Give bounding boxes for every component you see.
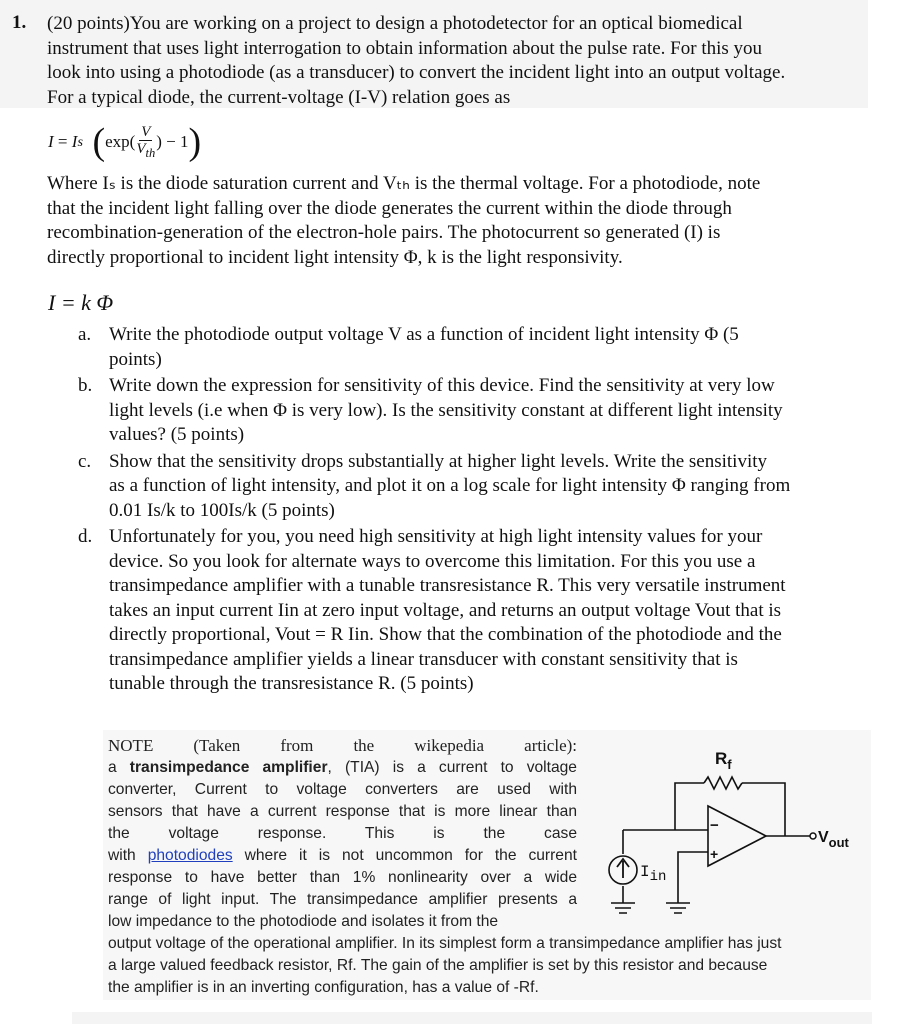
intro-line: For a typical diode, the current-voltage (I-V) relation goes as bbox=[47, 86, 511, 108]
note-line: the amplifier is in an inverting configuration, has a value of -Rf. bbox=[108, 979, 539, 996]
part-line: 0.01 Is/k to 100Is/k (5 points) bbox=[109, 499, 335, 521]
part-line: Write the photodiode output voltage V as a function of incident light intensity Φ (5 bbox=[109, 324, 739, 345]
eq-frac-num: V bbox=[141, 123, 151, 140]
part-d bbox=[78, 525, 873, 697]
note-term: transimpedance amplifier bbox=[129, 759, 328, 776]
part-label: b. bbox=[78, 375, 93, 396]
iin-label: I bbox=[640, 863, 650, 881]
part-a bbox=[78, 323, 873, 372]
part-label: a. bbox=[78, 324, 92, 345]
intro-line: instrument that uses light interrogation to obtain information about the pulse rate. For this you bbox=[47, 37, 763, 59]
eq-frac-den-sub: th bbox=[145, 145, 156, 160]
para2-line: directly proportional to incident light intensity Φ, k is the light responsivity. bbox=[47, 246, 623, 268]
part-line: device. So you look for alternate ways to overcome this limitation. For this you use a bbox=[109, 550, 756, 572]
note-line: output voltage of the operational amplifier. In its simplest form a transimpedance amplifier has just bbox=[108, 935, 782, 952]
feedback-resistor bbox=[704, 777, 742, 789]
eq-frac-den: V bbox=[136, 140, 146, 157]
output-terminal bbox=[810, 833, 816, 839]
eq-exp: exp( bbox=[105, 132, 136, 151]
part-line: light levels (i.e when Φ is very low). Is the sensitivity constant at different light intensity bbox=[109, 399, 783, 421]
intro-line: (20 points)You are working on a project to design a photodetector for an optical biomedical bbox=[47, 13, 743, 34]
minus-sign: − bbox=[710, 817, 719, 834]
note-line: converter, Current to voltage converters are used with bbox=[108, 781, 577, 798]
note-line: a large valued feedback resistor, Rf. The gain of the amplifier is set by this resistor and because bbox=[108, 957, 768, 974]
diode-equation: I = I s ( exp( $\frac{V}{V_{th}}$ ) − 1 ) bbox=[48, 121, 202, 163]
note-line: range of light input. The transimpedance amplifier presents a bbox=[108, 891, 577, 908]
part-line: values? (5 points) bbox=[109, 424, 245, 445]
part-line: Write down the expression for sensitivity of this device. Find the sensitivity at very low bbox=[109, 375, 775, 396]
ground-icon bbox=[666, 903, 690, 913]
part-line: Show that the sensitivity drops substantially at higher light levels. Write the sensitivity bbox=[109, 450, 768, 472]
note-line: the voltage response. This is the case bbox=[108, 825, 577, 842]
photodiodes-link[interactable]: photodiodes bbox=[147, 847, 233, 864]
svg-text:Iin bbox=[640, 863, 666, 885]
question-number: 1. bbox=[12, 12, 27, 33]
saturation-paragraph bbox=[47, 172, 877, 270]
eq-lhs: I bbox=[48, 132, 54, 151]
part-line: tunable through the transresistance R. (5 points) bbox=[109, 673, 474, 694]
intro-paragraph bbox=[47, 12, 877, 110]
wire bbox=[742, 783, 785, 836]
part-c bbox=[78, 450, 873, 524]
part-line: points) bbox=[109, 348, 162, 370]
para2-line: that the incident light falling over the diode generates the current within the diode through bbox=[47, 197, 732, 219]
part-line: takes an input current Iin at zero input voltage, and returns an output voltage Vout that is bbox=[109, 599, 782, 621]
eq-tail: ) − 1 bbox=[156, 132, 189, 151]
photocurrent-equation: I = k Φ bbox=[48, 290, 114, 315]
transimpedance-amplifier-diagram bbox=[596, 738, 871, 920]
rf-sub: f bbox=[727, 757, 732, 772]
vout-sub: out bbox=[828, 835, 849, 850]
note-line: sensors that have a current response that is more linear than bbox=[108, 803, 577, 820]
rf-label: R bbox=[715, 749, 728, 768]
svg-text:Vout bbox=[818, 829, 850, 850]
wire bbox=[678, 852, 708, 903]
arrow-up-icon bbox=[617, 859, 629, 878]
part-label: c. bbox=[78, 450, 92, 472]
note-line: low impedance to the photodiode and isolates it from the bbox=[108, 913, 499, 930]
part-line: transimpedance amplifier with a tunable transresistance R. This very versatile instrument bbox=[109, 575, 786, 596]
wire bbox=[675, 783, 704, 830]
part-line: as a function of light intensity, and plot it on a log scale for light intensity Φ ranging from bbox=[109, 475, 791, 496]
eq-is: I bbox=[71, 132, 78, 151]
part-label: d. bbox=[78, 526, 93, 547]
para2-line: recombination-generation of the electron-hole pairs. The photocurrent so generated (I) is bbox=[47, 222, 721, 243]
part-line: Unfortunately for you, you need high sensitivity at high light intensity values for your bbox=[109, 526, 763, 547]
eq-is-sub: s bbox=[77, 133, 83, 150]
bottom-band bbox=[72, 1012, 872, 1024]
note-line: a transimpedance amplifier, (TIA) is a current to voltage bbox=[108, 759, 577, 776]
plus-sign: + bbox=[710, 846, 719, 862]
svg-text:Rf bbox=[715, 749, 732, 772]
parts-list bbox=[78, 323, 873, 699]
vout-label: V bbox=[818, 829, 829, 846]
intro-line: look into using a photodiode (as a transducer) to convert the incident light into an output voltage. bbox=[47, 62, 786, 83]
note-line: response to have better than 1% nonlinearity over a wide bbox=[108, 869, 577, 886]
eq-fraction bbox=[136, 124, 155, 161]
part-b bbox=[78, 374, 873, 448]
para2-line: Where Iₛ is the diode saturation current and Vₜₕ is the thermal voltage. For a photodiode, note bbox=[47, 173, 761, 194]
part-line: directly proportional, Vout = R Iin. Show that the combination of the photodiode and the bbox=[109, 624, 782, 645]
note-line: with photodiodes where it is not uncommon for the current bbox=[108, 847, 577, 864]
iin-sub: in bbox=[649, 869, 667, 885]
note-heading: NOTE (Taken from the wikepedia article): bbox=[108, 736, 577, 755]
part-line: transimpedance amplifier yields a linear transducer with constant sensitivity that is bbox=[109, 648, 738, 670]
ground-icon bbox=[611, 903, 635, 913]
